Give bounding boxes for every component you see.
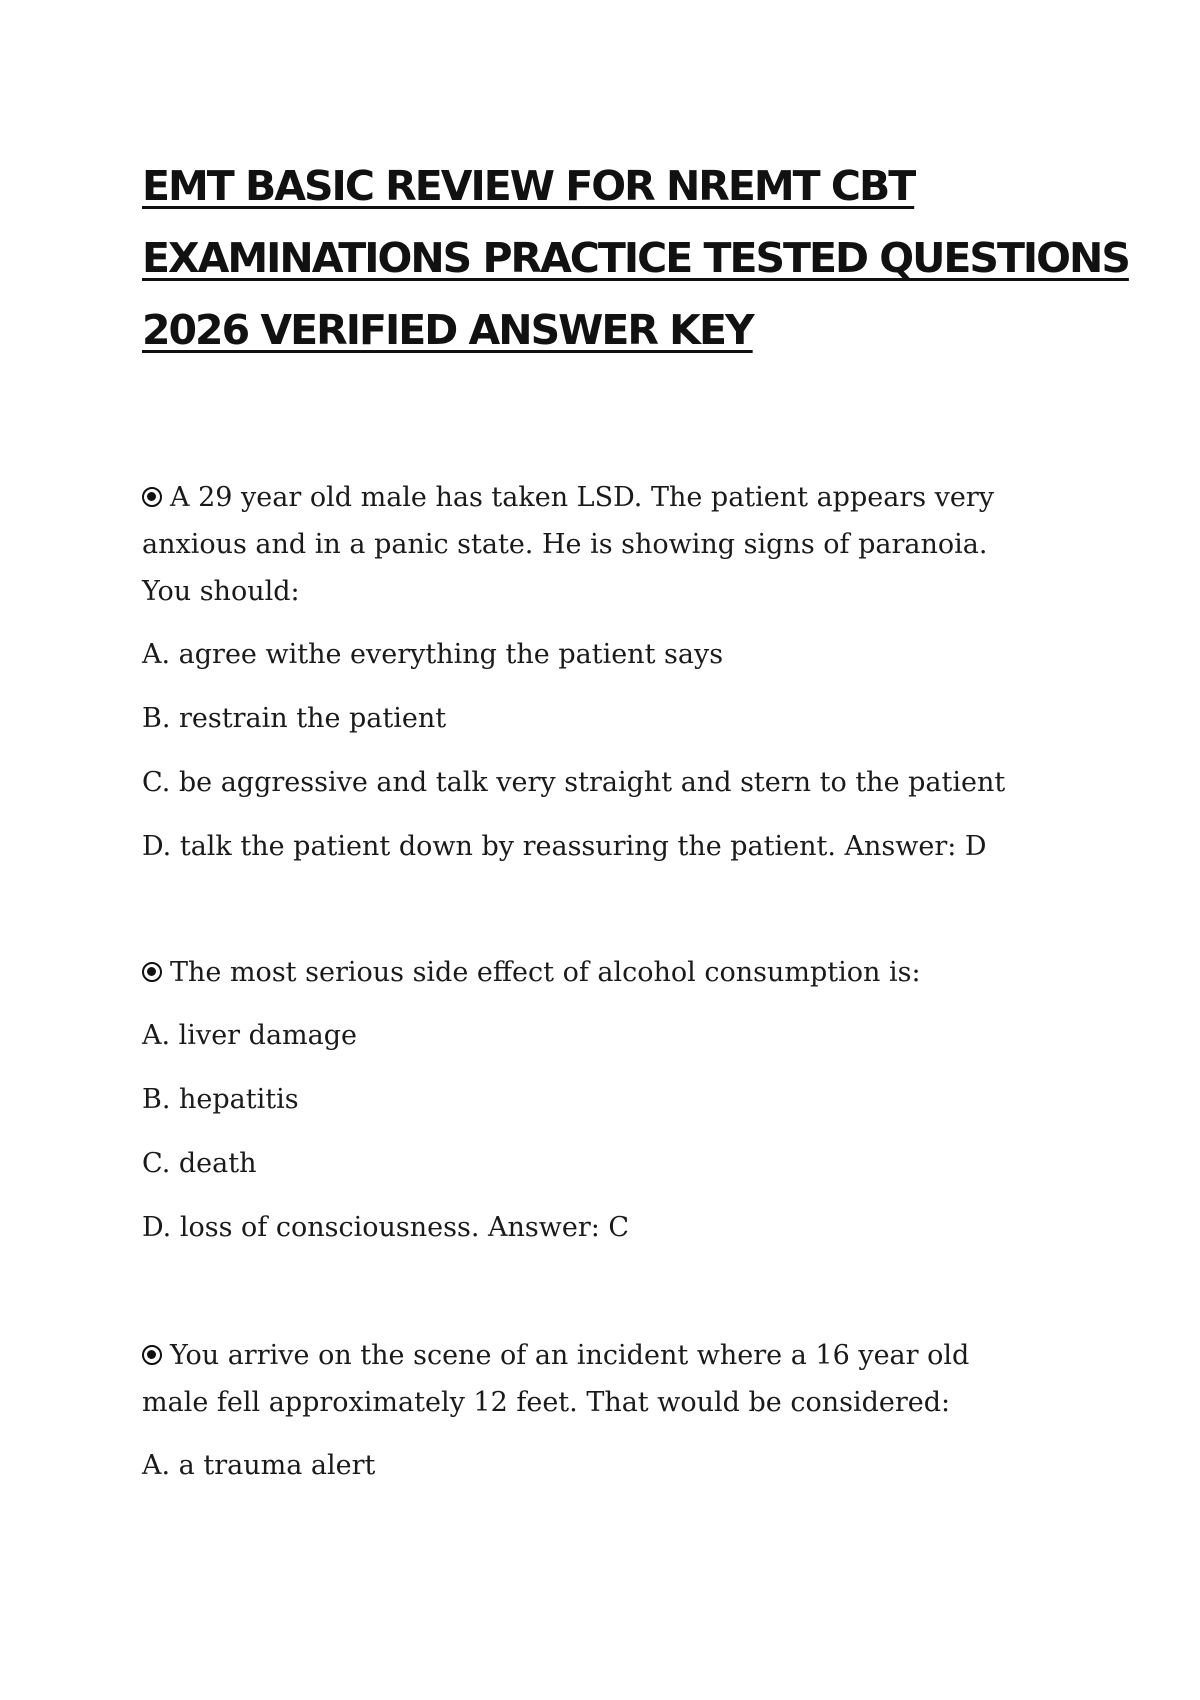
radio-bullet-icon	[142, 487, 162, 507]
question-text: The most serious side effect of alcohol consumption is:	[142, 949, 1042, 996]
radio-bullet-icon	[142, 962, 162, 982]
answer-option: D. loss of consciousness. Answer: C	[142, 1212, 630, 1243]
answer-option: A. liver damage	[142, 1020, 357, 1051]
question-text: A 29 year old male has taken LSD. The patient appears very anxious and in a panic state. He is showing signs of paranoia. You should:	[142, 482, 995, 607]
document-title	[142, 150, 1129, 366]
answer-option: B. hepatitis	[142, 1084, 299, 1115]
answer-option: B. restrain the patient	[142, 703, 447, 734]
radio-bullet-icon	[142, 1345, 162, 1365]
answer-option: A. agree withe everything the patient says	[142, 639, 724, 670]
title-line: EXAMINATIONS PRACTICE TESTED QUESTIONS	[142, 234, 1129, 282]
title-line: EMT BASIC REVIEW FOR NREMT CBT	[142, 162, 915, 210]
question-block	[142, 474, 1042, 887]
answer-option: C. be aggressive and talk very straight and stern to the patient	[142, 767, 1006, 798]
title-line: 2026 VERIFIED ANSWER KEY	[142, 306, 753, 354]
answer-option: C. death	[142, 1148, 257, 1179]
answer-option: A. a trauma alert	[142, 1450, 376, 1481]
question-block	[142, 949, 1042, 1268]
answer-option: D. talk the patient down by reassuring the patient. Answer: D	[142, 831, 987, 862]
question-text: You arrive on the scene of an incident where a 16 year old male fell approximately 12 feet. That would be considered:	[142, 1340, 970, 1418]
question-block	[142, 1332, 1042, 1506]
